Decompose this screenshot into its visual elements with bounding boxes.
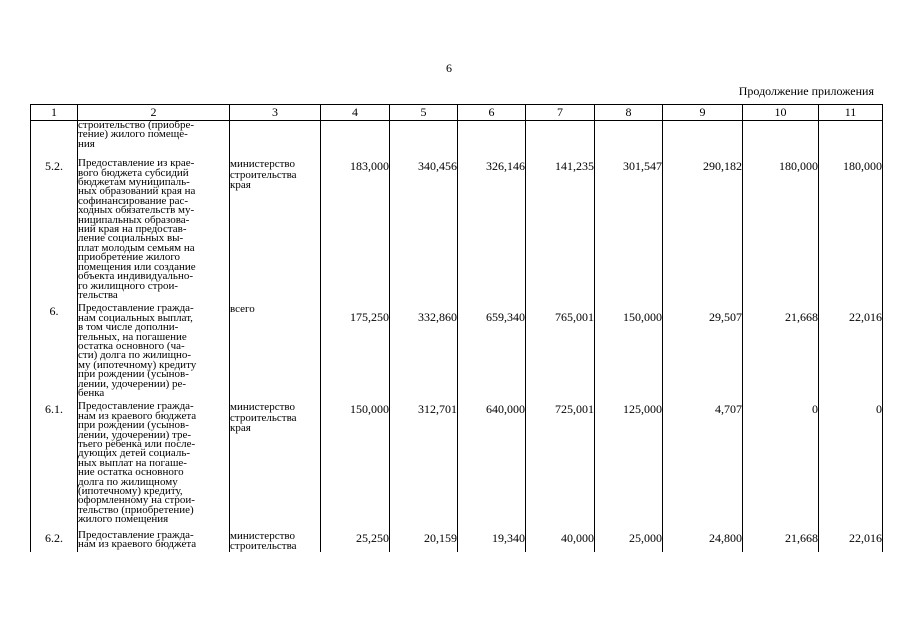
text-line: долга по жилищному [78, 475, 178, 488]
text-line: ных образований края на [78, 185, 196, 198]
text-line: ление социальных вы- [78, 232, 184, 245]
text-line: ных выплат на погаше- [78, 456, 187, 469]
value-cell: 21,668 [743, 525, 819, 552]
text-line: строительство (приобре- [78, 119, 195, 131]
value-cell: 180,000 [819, 149, 883, 300]
text-line: бенка [78, 386, 105, 399]
value-cell: 340,456 [390, 149, 458, 300]
value-cell: 180,000 [743, 149, 819, 300]
text-line: го жилищного строи- [78, 279, 179, 292]
text-line: министерство [230, 529, 296, 542]
text-line: министерство [230, 158, 296, 171]
text-line: дующих детей социаль- [78, 447, 191, 460]
row-description [78, 149, 230, 300]
text-line: при рождении (усынов- [78, 419, 189, 432]
text-line: ния [78, 137, 95, 150]
row-executor [230, 300, 321, 398]
text-line: Предоставление гражда- [78, 528, 194, 541]
text-line: в том числе дополни- [78, 321, 179, 334]
text-line: приобретение жилого [78, 251, 181, 264]
value-cell: 24,800 [663, 525, 743, 552]
value-cell: 175,250 [321, 300, 390, 398]
text-line: тельство (приобретение) [78, 503, 194, 516]
column-header: 10 [743, 105, 819, 121]
text-line: сти) долга по жилищно- [78, 349, 192, 362]
text-line: края [230, 422, 251, 435]
column-header: 2 [78, 105, 230, 121]
value-cell: 312,701 [390, 398, 458, 524]
text-line: Предоставление гражда- [78, 400, 194, 413]
text-line: тьего ребенка или после- [78, 438, 196, 450]
row-description [78, 300, 230, 398]
text-line: строительства [230, 540, 297, 553]
text-line: всего [230, 303, 255, 316]
row-description [78, 398, 230, 524]
text-line: (ипотечному) кредиту, [78, 485, 183, 498]
continued-row-fragment [31, 121, 883, 150]
value-cell: 332,860 [390, 300, 458, 398]
row-executor [230, 525, 321, 552]
text-line: тение) жилого помеще- [78, 128, 188, 141]
value-cell: 725,001 [526, 398, 595, 524]
value-cell: 19,340 [458, 525, 526, 552]
row-executor [230, 149, 321, 300]
text-line: помещения или создание [78, 260, 196, 273]
value-cell: 290,182 [663, 149, 743, 300]
text-line: лении, удочерении) тре- [78, 428, 192, 441]
column-header: 9 [663, 105, 743, 121]
text-line: объекта индивидуально- [78, 270, 193, 283]
text-line: софинансирование рас- [78, 194, 189, 207]
table-row [31, 398, 883, 524]
value-cell: 22,016 [819, 525, 883, 552]
text-line: оформленному на строи- [78, 494, 195, 507]
value-cell: 183,000 [321, 149, 390, 300]
page-number: 6 [446, 61, 452, 75]
value-cell: 25,250 [321, 525, 390, 552]
value-cell: 301,547 [595, 149, 663, 300]
text-line: жилого помещения [78, 513, 169, 526]
text-line: края [230, 179, 251, 192]
value-cell: 659,340 [458, 300, 526, 398]
column-header: 11 [819, 105, 883, 121]
value-cell: 765,001 [526, 300, 595, 398]
value-cell: 150,000 [321, 398, 390, 524]
row-executor [230, 398, 321, 524]
value-cell: 40,000 [526, 525, 595, 552]
column-header: 7 [526, 105, 595, 121]
column-header: 4 [321, 105, 390, 121]
text-line: лении, удочерении) ре- [78, 377, 187, 390]
column-header: 3 [230, 105, 321, 121]
value-cell: 4,707 [663, 398, 743, 524]
value-cell: 141,235 [526, 149, 595, 300]
value-cell: 21,668 [743, 300, 819, 398]
text-line: ний края на предостав- [78, 223, 187, 236]
column-header: 6 [458, 105, 526, 121]
text-line: тельства [78, 288, 118, 301]
value-cell: 326,146 [458, 149, 526, 300]
text-line: нам из краевого бюджета [78, 409, 197, 422]
row-number: 6.1. [31, 398, 78, 524]
value-cell: 25,000 [595, 525, 663, 552]
value-cell: 22,016 [819, 300, 883, 398]
text-line: строительства [230, 411, 297, 424]
table-row [31, 300, 883, 398]
text-line: Предоставление гражда- [78, 302, 194, 315]
text-line: ходных обязательств му- [78, 204, 195, 217]
text-line: Предоставление из крае- [78, 157, 195, 170]
text-line: при рождении (усынов- [78, 368, 189, 381]
text-line: нам из краевого бюджета [78, 538, 197, 551]
value-cell: 150,000 [595, 300, 663, 398]
text-line: остатка основного (ча- [78, 339, 185, 352]
value-cell: 0 [743, 398, 819, 524]
text-line: му (ипотечному) кредиту [78, 358, 197, 371]
value-cell: 0 [819, 398, 883, 524]
text-line: министерство [230, 401, 296, 414]
column-header: 1 [31, 105, 78, 121]
fragment-description [78, 121, 230, 150]
budget-table [30, 104, 883, 552]
text-line: строительства [230, 168, 297, 181]
table-row [31, 525, 883, 552]
row-description [78, 525, 230, 552]
text-line: плат молодым семьям на [78, 241, 195, 254]
row-number: 5.2. [31, 149, 78, 300]
column-header: 8 [595, 105, 663, 121]
text-line: ние остатка основного [78, 466, 184, 479]
text-line: нам социальных выплат, [78, 311, 193, 324]
row-number: 6.2. [31, 525, 78, 552]
text-line: вого бюджета субсидий [78, 166, 189, 179]
value-cell: 640,000 [458, 398, 526, 524]
continuation-label: Продолжение приложения [738, 84, 874, 98]
value-cell: 29,507 [663, 300, 743, 398]
column-header: 5 [390, 105, 458, 121]
value-cell: 20,159 [390, 525, 458, 552]
row-number: 6. [31, 300, 78, 398]
table-row [31, 149, 883, 300]
text-line: тельных, на погашение [78, 330, 187, 343]
text-line: ниципальных образова- [78, 213, 190, 226]
text-line: бюджетам муниципаль- [78, 176, 190, 189]
value-cell: 125,000 [595, 398, 663, 524]
